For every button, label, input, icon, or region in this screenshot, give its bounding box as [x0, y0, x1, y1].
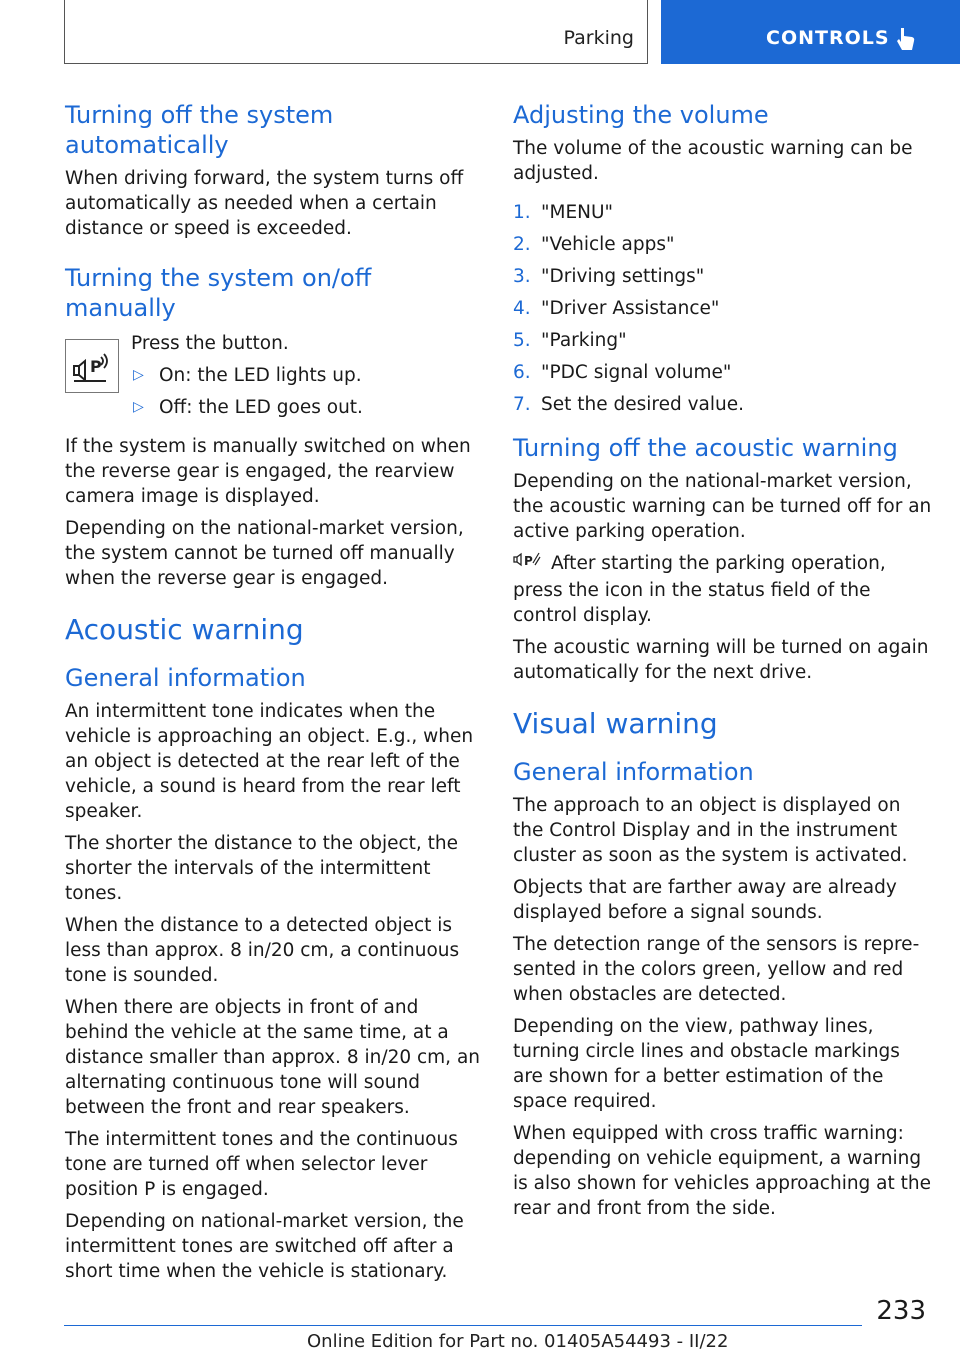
chapter-tab	[661, 0, 960, 64]
list-item: 2. "Vehicle apps"	[513, 234, 675, 255]
header-frame	[64, 0, 648, 64]
list-item: 3. "Driving settings"	[513, 266, 705, 287]
para-visual-2: Objects that are farther away are already displayed before a signal sounds.	[513, 877, 897, 923]
led-list	[131, 363, 485, 420]
left-column	[65, 100, 485, 1284]
right-column	[513, 100, 933, 1221]
triangle-bullet-icon: ▷	[133, 399, 144, 415]
heading-visual: Visual warning	[513, 707, 718, 740]
para-acoustic-3: When the distance to a detected object is less than approx. 8 in/20 cm, a continuous tone is sounded.	[65, 915, 460, 986]
para-acoustic-1: An intermittent tone indicates when the vehicle is approaching an object. E.g., when an object is detected at the rear left of the vehicle, a sound is heard from the rear left speaker.	[65, 701, 474, 822]
list-item: ▷ Off: the LED goes out.	[133, 397, 363, 418]
triangle-bullet-icon: ▷	[133, 367, 144, 383]
volume-steps	[513, 200, 933, 417]
edition-note: Online Edition for Part no. 01405A54493 - II/22	[307, 1331, 729, 1352]
list-item: 4. "Driver Assistance"	[513, 298, 720, 319]
para-acoustic-4: When there are objects in front of and behind the vehicle at the same time, at a distance smaller than approx. 8 in/20 cm, an alternating continuous tone will sound between the front and rear speakers.	[65, 997, 481, 1118]
para-acoustic-6: Depending on national-market version, the intermittent tones are switched off after a short time when the vehicle is stationary.	[65, 1211, 464, 1282]
heading-acoustic-off: Turning off the acoustic warning	[513, 434, 898, 462]
para-visual-5: When equipped with cross traffic warning: depending on vehicle equipment, a warning is also shown for vehicles approaching at the rear and front from the side.	[513, 1123, 932, 1219]
heading-auto-off: Turning off the system automatically	[65, 101, 334, 159]
svg-text:P: P	[524, 554, 533, 568]
button-instruction	[65, 331, 485, 420]
heading-acoustic: Acoustic warning	[65, 613, 304, 646]
acoustic-warning-off-icon	[513, 551, 541, 578]
pointing-hand-icon	[895, 26, 917, 56]
para-acoustic-2: The shorter the distance to the object, the shorter the intervals of the intermittent tones.	[65, 833, 459, 904]
section-title: Parking	[563, 27, 634, 49]
heading-general-visual: General information	[513, 758, 754, 786]
para-acoustic-5: The intermittent tones and the continuous tone are turned off when selector lever position P is engaged.	[65, 1129, 458, 1200]
para-off-2: P After starting the parking operation, press the icon in the status field of the control display.	[513, 553, 886, 626]
para-market: Depending on the national-market version, the system cannot be turned off manually when the reverse gear is engaged.	[65, 518, 464, 589]
list-item: 6. "PDC signal volume"	[513, 362, 732, 383]
list-item: 5. "Parking"	[513, 330, 627, 351]
page-number: 233	[876, 1296, 926, 1326]
para-volume: The volume of the acoustic warning can be adjusted.	[513, 138, 913, 184]
press-button-text: Press the button.	[131, 333, 289, 354]
heading-general-acoustic: General information	[65, 664, 306, 692]
heading-manual: Turning the system on/off manually	[65, 264, 372, 322]
para-auto-off: When driving forward, the system turns off automatically as needed when a certain distance or speed is exceeded.	[65, 168, 464, 239]
heading-volume: Adjusting the volume	[513, 101, 769, 129]
svg-text:P: P	[90, 357, 102, 376]
list-item: 7. Set the desired value.	[513, 394, 745, 415]
para-visual-1: The approach to an object is displayed on the Control Display and in the instrument cluster as soon as the system is activated.	[513, 795, 908, 866]
park-distance-control-button-icon	[65, 339, 119, 393]
list-item: ▷ On: the LED lights up.	[133, 365, 362, 386]
para-off-3: The acoustic warning will be turned on again automatically for the next drive.	[513, 637, 929, 683]
chapter-title: CONTROLS	[766, 27, 890, 49]
para-reverse: If the system is manually switched on when the reverse gear is engaged, the rearview camera image is displayed.	[65, 436, 471, 507]
list-item: 1. "MENU"	[513, 202, 614, 223]
footer-divider	[64, 1325, 862, 1326]
para-off-1: Depending on the national-market version, the acoustic warning can be turned off for an active parking operation.	[513, 471, 932, 542]
para-visual-3: The detection range of the sensors is represented in the colors green, yellow and red when obstacles are detected.	[513, 934, 920, 1005]
para-visual-4: Depending on the view, pathway lines, turning circle lines and obstacle markings are shown for a better estimation of the space required.	[513, 1016, 900, 1112]
